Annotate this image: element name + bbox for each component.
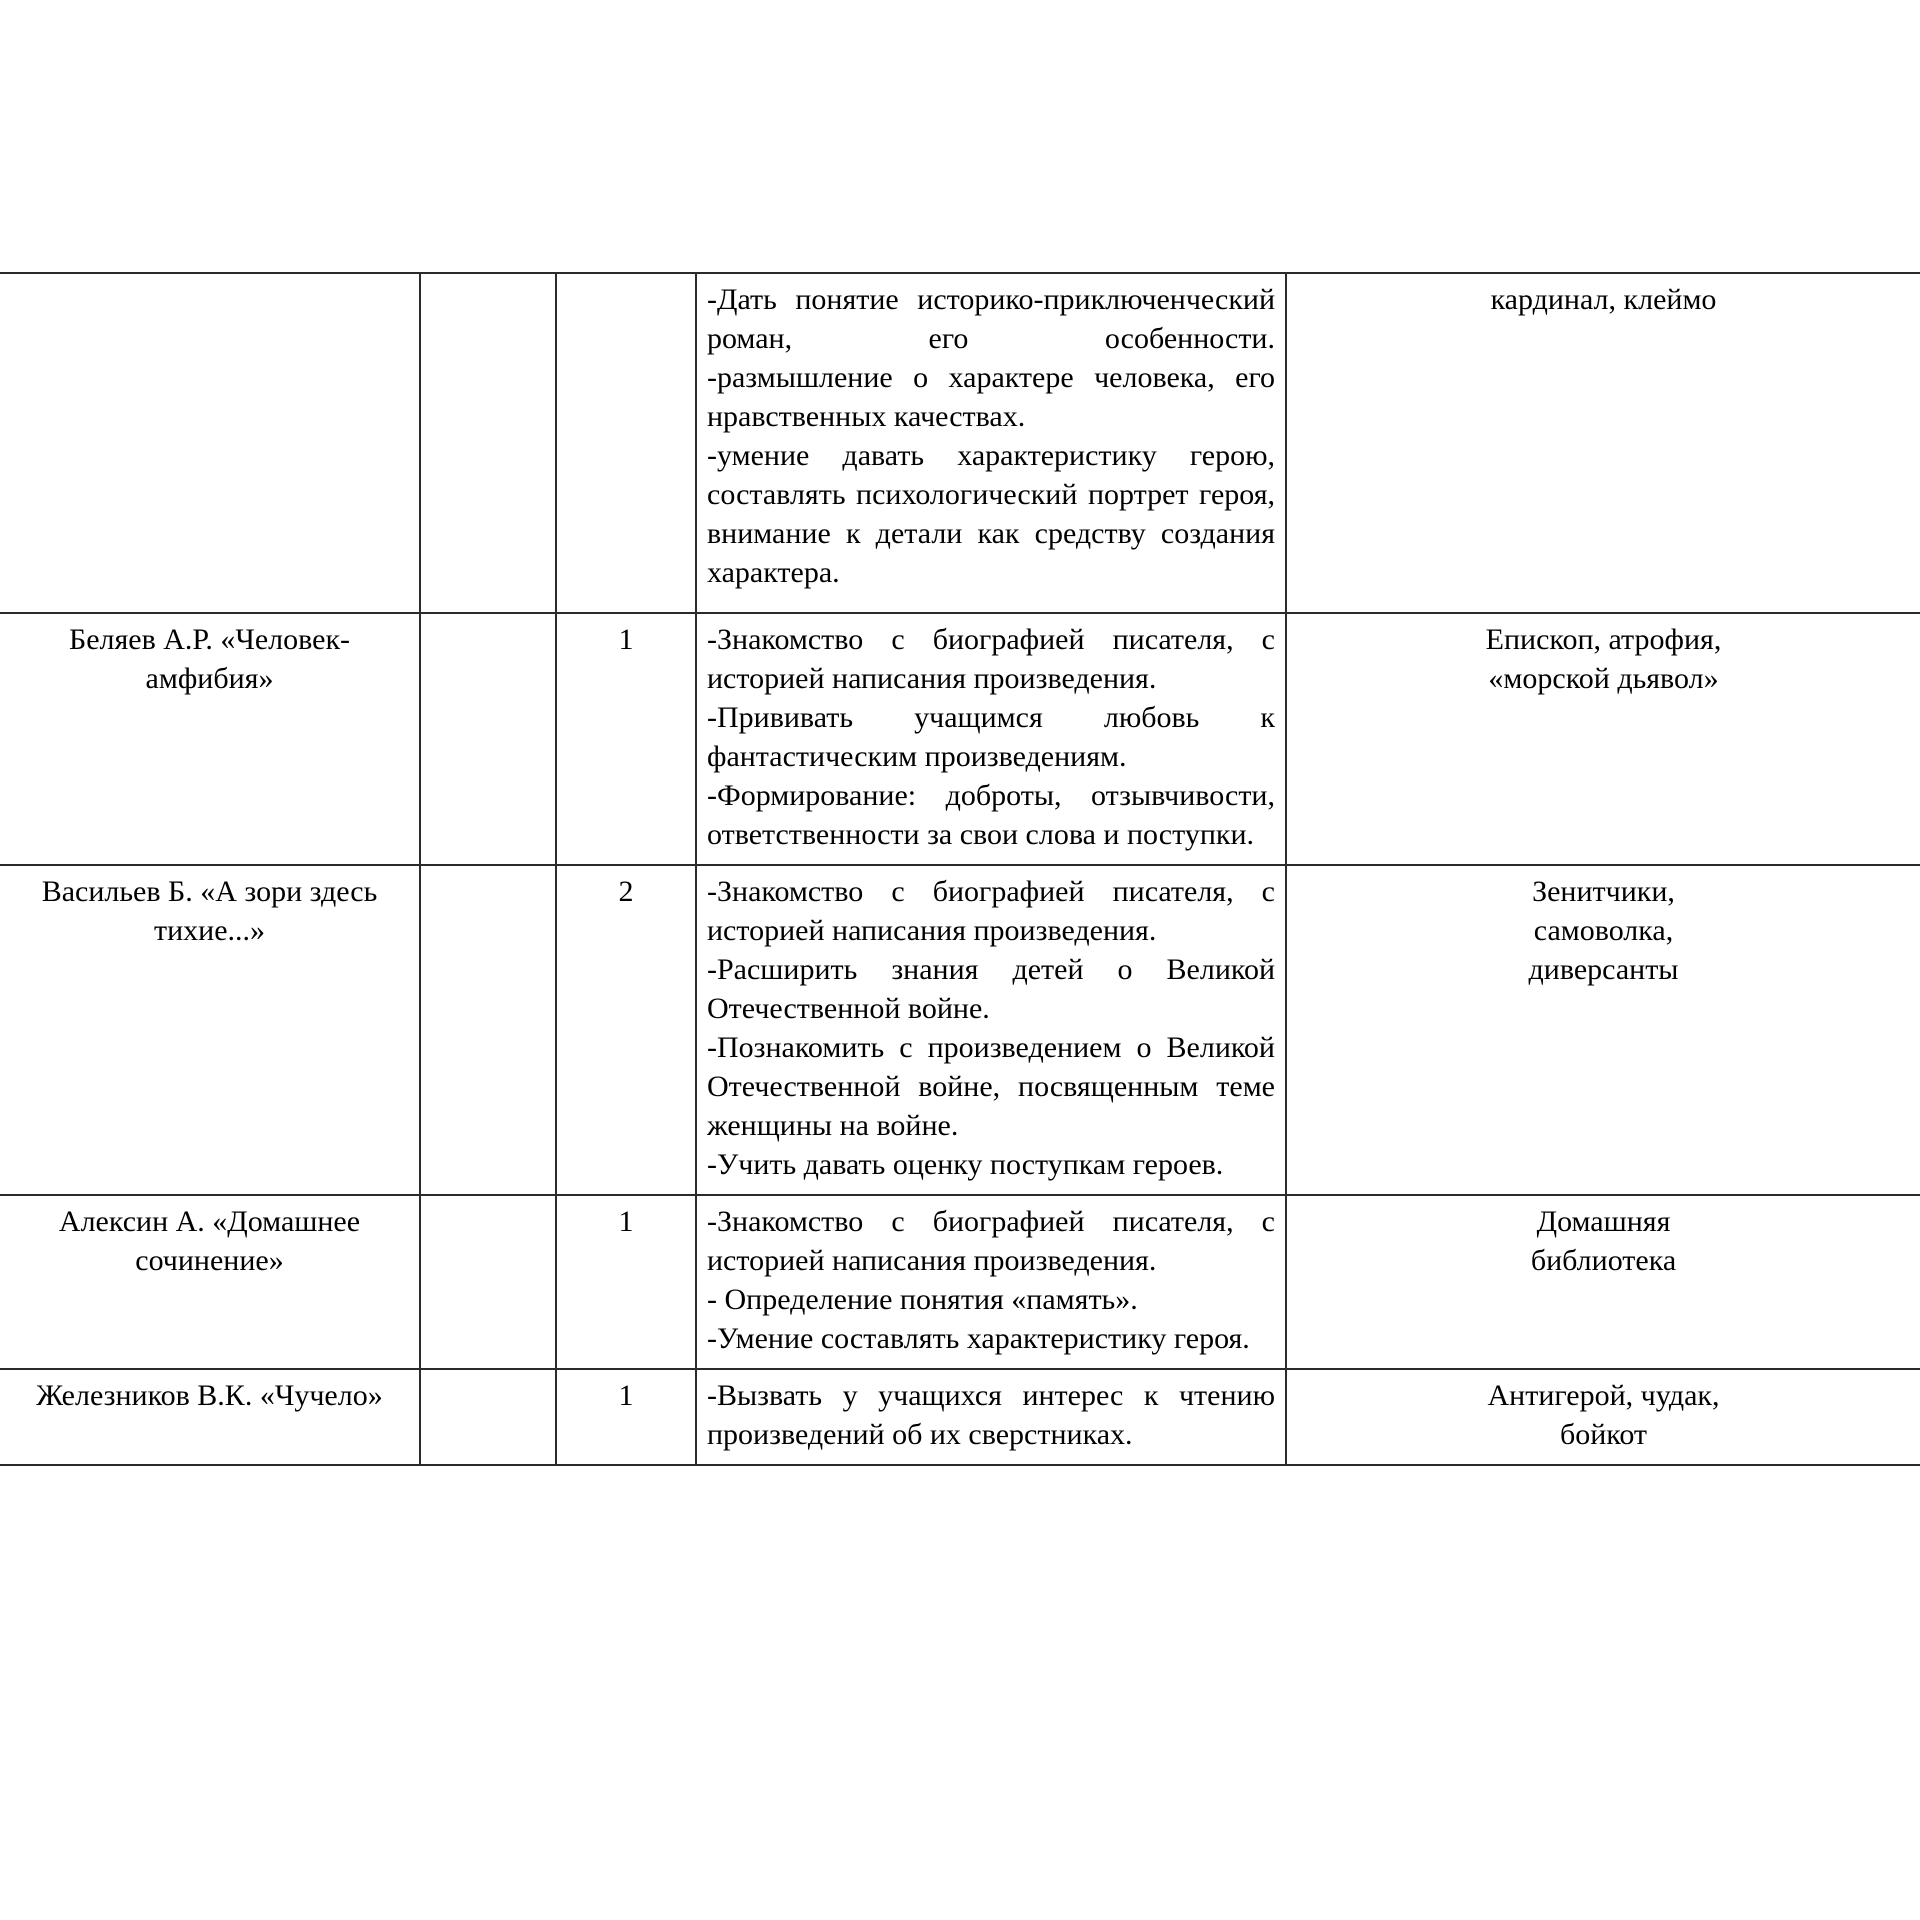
term-line: библиотека xyxy=(1530,1244,1677,1277)
cell-hours-count xyxy=(556,1369,696,1465)
cell-hours-count xyxy=(556,613,696,865)
term-line: «морской дьявол» xyxy=(1488,662,1719,695)
hours-value: 1 xyxy=(618,1379,634,1412)
work-title-line: Васильев Б. «А зори здесь тихие...» xyxy=(41,875,378,947)
work-title-line: Алексин А. «Домашнее сочинение» xyxy=(58,1205,361,1277)
cell-goals xyxy=(696,865,1286,1195)
goal-line: -Формирование: доброты, отзывчивости, ответственности за свои слова и поступки. xyxy=(707,779,1275,851)
term-line: бойкот xyxy=(1559,1418,1648,1451)
cell-goals xyxy=(696,1369,1286,1465)
goal-line: -Вызвать у учащихся интерес к чтению произведений об их сверстниках. xyxy=(707,1379,1275,1451)
term-line: Домашняя xyxy=(1536,1205,1671,1238)
term-line: Антигерой, чудак, xyxy=(1487,1379,1720,1412)
cell-work-title xyxy=(0,865,420,1195)
cell-blank xyxy=(420,613,556,865)
table-row xyxy=(0,1195,1920,1369)
goal-line: -Прививать учащимся любовь к фантастическим произведениям. xyxy=(707,701,1275,773)
term-line: Епископ, атрофия, xyxy=(1485,623,1722,656)
cell-hours-count xyxy=(556,1195,696,1369)
cell-goals xyxy=(696,273,1286,613)
curriculum-table-wrapper xyxy=(0,272,1920,1466)
term-line: кардинал, клеймо xyxy=(1490,283,1717,316)
cell-work-title xyxy=(0,1195,420,1369)
hours-value: 2 xyxy=(618,875,634,908)
cell-blank xyxy=(420,865,556,1195)
cell-hours-count xyxy=(556,273,696,613)
cell-terms xyxy=(1286,1369,1920,1465)
table-row xyxy=(0,273,1920,613)
cell-goals xyxy=(696,613,1286,865)
goal-line: -умение давать характеристику герою, составлять психологический портрет героя, внимание к детали как средству создания характера. xyxy=(707,439,1275,589)
cell-work-title xyxy=(0,1369,420,1465)
goal-line: -Знакомство с биографией писателя, с историей написания произведения. xyxy=(707,875,1275,947)
cell-terms xyxy=(1286,613,1920,865)
cell-work-title xyxy=(0,613,420,865)
goal-line: -Знакомство с биографией писателя, с историей написания произведения. xyxy=(707,623,1275,695)
goal-line: -Знакомство с биографией писателя, с историей написания произведения. xyxy=(707,1205,1275,1277)
cell-blank xyxy=(420,1369,556,1465)
cell-goals xyxy=(696,1195,1286,1369)
goal-line: -Познакомить с произведением о Великой Отечественной войне, посвященным теме женщины на войне. xyxy=(707,1031,1275,1142)
curriculum-table xyxy=(0,272,1920,1466)
work-title-line: Беляев А.Р. «Человек-амфибия» xyxy=(68,623,351,695)
cell-blank xyxy=(420,273,556,613)
cell-hours-count xyxy=(556,865,696,1195)
cell-terms xyxy=(1286,1195,1920,1369)
hours-value: 1 xyxy=(618,623,634,656)
cell-terms xyxy=(1286,273,1920,613)
work-title-line: Железников В.К. «Чучело» xyxy=(36,1379,383,1412)
term-line: самоволка, xyxy=(1533,914,1674,947)
cell-blank xyxy=(420,1195,556,1369)
goal-line: -Дать понятие историко-приключенческий роман, его особенности. xyxy=(707,283,1275,355)
goal-line: -размышление о характере человека, его нравственных качествах. xyxy=(707,361,1275,433)
table-row xyxy=(0,865,1920,1195)
goal-line: -Расширить знания детей о Великой Отечественной войне. xyxy=(707,953,1275,1025)
goal-line: -Учить давать оценку поступкам героев. xyxy=(707,1148,1224,1181)
goal-line: -Умение составлять характеристику героя. xyxy=(707,1322,1250,1355)
term-line: диверсанты xyxy=(1528,953,1679,986)
cell-work-title xyxy=(0,273,420,613)
hours-value: 1 xyxy=(618,1205,634,1238)
goal-line: - Определение понятия «память». xyxy=(707,1283,1138,1316)
term-line: Зенитчики, xyxy=(1532,875,1675,908)
table-row xyxy=(0,1369,1920,1465)
table-row xyxy=(0,613,1920,865)
table-body xyxy=(0,273,1920,1465)
cell-terms xyxy=(1286,865,1920,1195)
